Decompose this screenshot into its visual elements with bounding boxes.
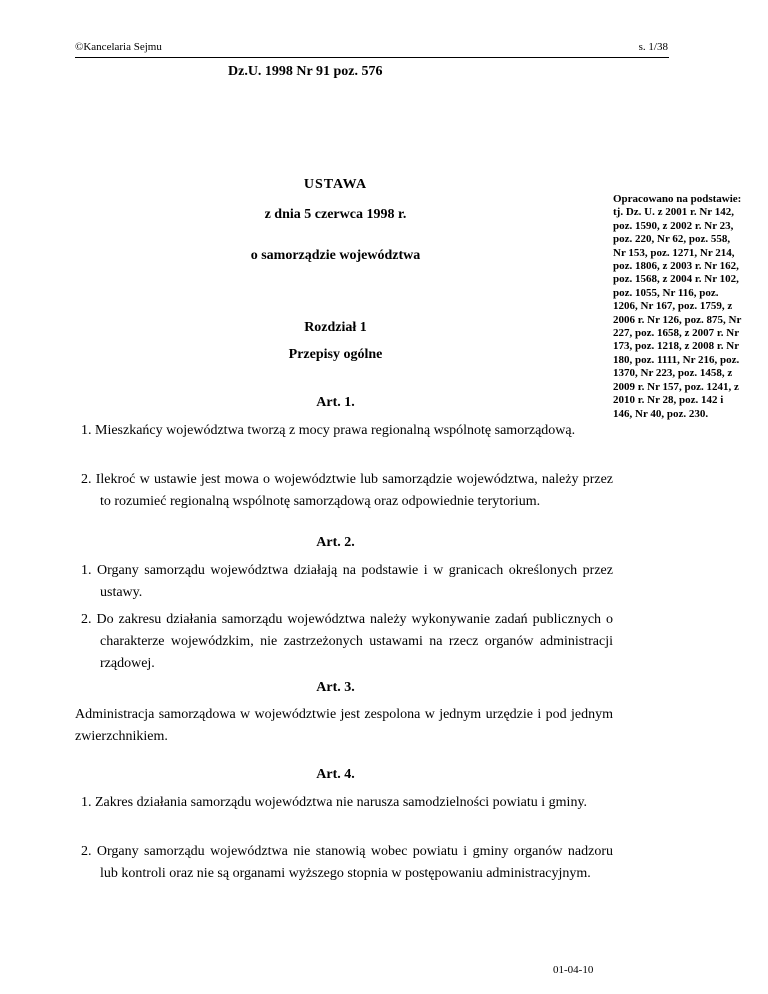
article-1-heading: Art. 1. [316,395,355,410]
chapter-number: Rozdział 1 [304,320,367,335]
act-subject: o samorządzie województwa [250,248,421,263]
act-date: z dnia 5 czerwca 1998 r. [264,207,407,222]
source-note: Opracowano na podstawie: tj. Dz. U. z 2001 r. Nr 142, poz. 1590, z 2002 r. Nr 23, poz. 220, Nr 62, poz. 558, Nr 153, poz. 1271, Nr 214, poz. 1806, z 2003 r. Nr 162, poz. 1568, z 2004 r. Nr 102, poz. 1055, Nr 116, poz. 1206, Nr 167, poz. 1759, z 2006 r. Nr 126, poz. 875, Nr 227, poz. 1658, z 2007 r. Nr 173, poz. 1218, z 2008 r. Nr 180, poz. 1111, Nr 216, poz. 1370, Nr 223, poz. 1458, z 2009 r. Nr 157, poz. 1241, z 2010 r. Nr 28, poz. 142 i 146, Nr 40, poz. 230. [613,193,742,420]
article-4-heading: Art. 4. [316,767,355,782]
journal-citation: Dz.U. 1998 Nr 91 poz. 576 [228,64,383,79]
act-type: USTAWA [303,177,368,192]
article-2-heading: Art. 2. [316,535,355,550]
article-2-paragraph-1: 1. Organy samorządu województwa działają na podstawie i w granicach określonych przez ustawy. [81,563,613,600]
header-divider [75,57,669,58]
article-3-text: Administracja samorządowa w województwie jest zespolona w jednym urzędzie i pod jednym zwierzchnikiem. [75,707,613,744]
article-2-paragraph-2: 2. Do zakresu działania samorządu województwa należy wykonywanie zadań publicznych o charakterze wojewódzkim, nie zastrzeżonych ustawami na rzecz organów administracji rządowej. [81,612,613,671]
header-copyright: ©Kancelaria Sejmu [75,41,162,53]
chapter-title: Przepisy ogólne [288,347,383,362]
page-number: s. 1/38 [638,41,668,53]
article-1-paragraph-2: 2. Ilekroć w ustawie jest mowa o województwie lub samorządzie województwa, należy przez to rozumieć regionalną wspólnotę samorządową oraz odpowiednie terytorium. [81,472,613,509]
article-4-paragraph-1: 1. Zakres działania samorządu województwa nie narusza samodzielności powiatu i gminy. [81,795,588,810]
article-3-heading: Art. 3. [316,680,355,695]
article-1-paragraph-1: 1. Mieszkańcy województwa tworzą z mocy prawa regionalną wspólnotę samorządową. [81,423,576,438]
footer-date: 01-04-10 [553,964,594,976]
article-4-paragraph-2: 2. Organy samorządu województwa nie stanowią wobec powiatu i gminy organów nadzoru lub kontroli oraz nie są organami wyższego stopnia w postępowaniu administracyjnym. [81,844,613,881]
